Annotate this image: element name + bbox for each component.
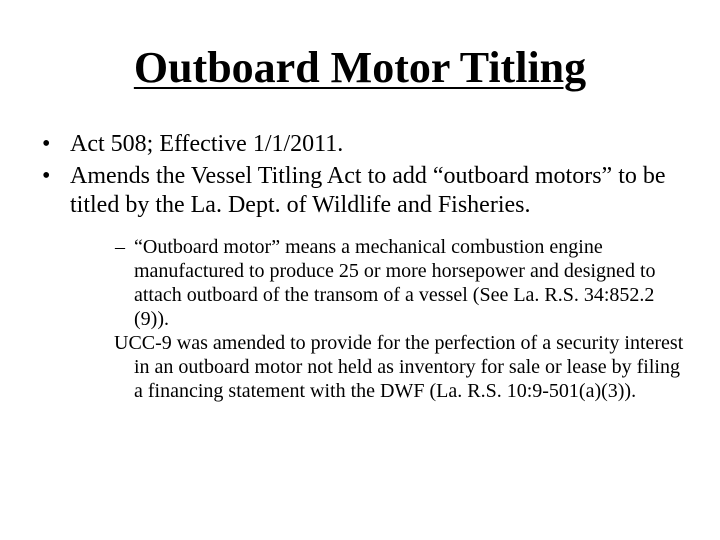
bullet-item xyxy=(36,130,686,159)
bullet-list xyxy=(36,130,686,406)
bullet-text: Amends the Vessel Titling Act to add “outboard motors” to be titled by the La. Dept. of Wildlife and Fisheries. xyxy=(70,163,666,218)
slide-title xyxy=(0,40,720,96)
sub-bullet-text: “Outboard motor” means a mechanical combustion engine manufactured to produce 25 or more horsepower and designed to attach outboard of the transom of a vessel (See La. R.S. 34:852.2 (9)). xyxy=(134,236,656,330)
ucc-paragraph: UCC-9 was amended to provide for the perfection of a security interest in an outboard motor not held as inventory for sale or lease by filing a financing statement with the DWF (La. R.S. 10:9-501(a)(3)). xyxy=(114,332,684,402)
dash-icon: – xyxy=(115,236,125,258)
bullet-item xyxy=(36,162,686,403)
sub-bullet-item xyxy=(70,235,686,331)
bullet-dot-icon: • xyxy=(42,131,51,157)
slide-title-text: Outboard Motor Titling xyxy=(133,43,587,92)
bullet-text: Act 508; Effective 1/1/2011. xyxy=(70,131,344,157)
bullet-dot-icon: • xyxy=(42,163,51,189)
